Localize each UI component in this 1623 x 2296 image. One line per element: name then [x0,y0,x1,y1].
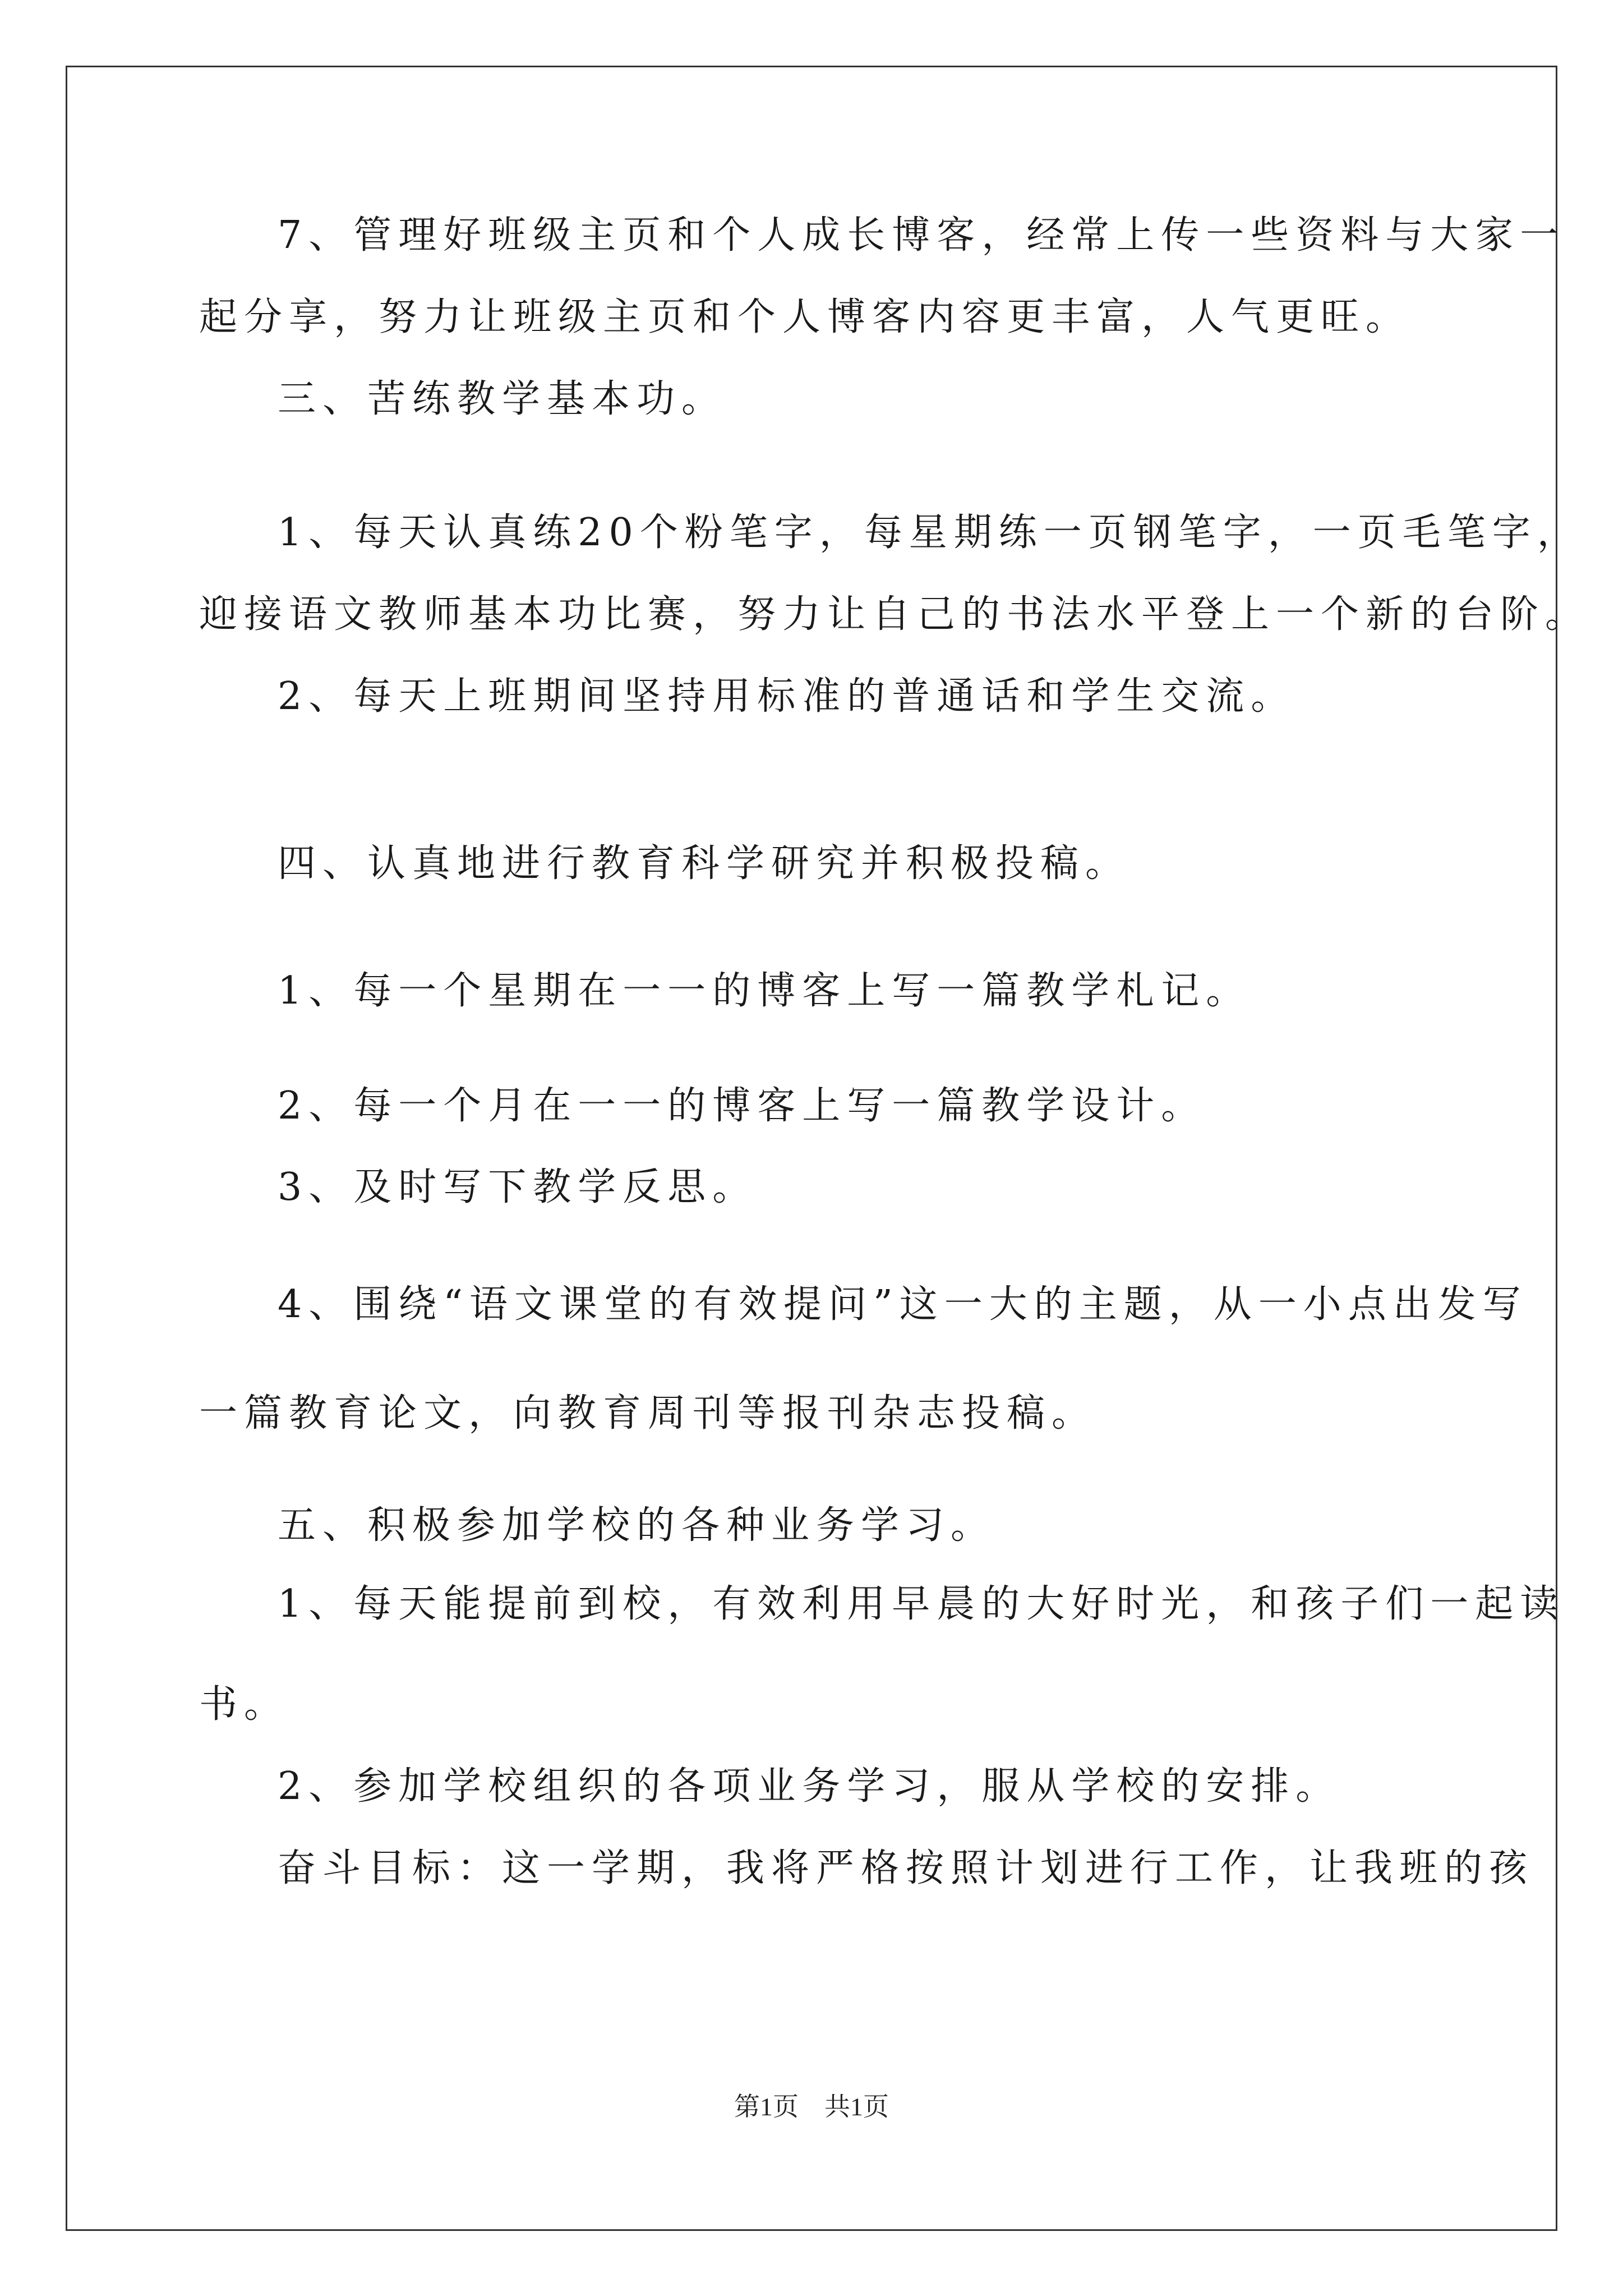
paragraph-line: 3、及时写下教学反思。 [278,1165,758,1209]
page-footer: 第1页 共1页 [734,2092,889,2121]
section-heading: 三、苦练教学基本功。 [278,377,727,421]
paragraph-line: 1、每天能提前到校，有效利用早晨的大好时光，和孩子们一起读 [278,1582,1565,1626]
paragraph-line: 2、每一个月在一一的博客上写一篇教学设计。 [278,1084,1206,1128]
section-heading: 四、认真地进行教育科学研究并积极投稿。 [278,841,1131,886]
section-heading: 五、积极参加学校的各种业务学习。 [278,1503,996,1548]
paragraph-line: 2、参加学校组织的各项业务学习，服从学校的安排。 [278,1764,1341,1809]
paragraph-line: 起分享，努力让班级主页和个人博客内容更丰富，人气更旺。 [199,295,1411,339]
paragraph-line: 奋斗目标：这一学期，我将严格按照计划进行工作，让我班的孩 [278,1846,1534,1890]
paragraph-line: 7、管理好班级主页和个人成长博客，经常上传一些资料与大家一 [278,213,1565,257]
paragraph-line: 书。 [199,1682,289,1727]
paragraph-line: 1、每一个星期在一一的博客上写一篇教学札记。 [278,969,1251,1013]
paragraph-line: 一篇教育论文，向教育周刊等报刊杂志投稿。 [199,1391,1097,1435]
paragraph-line: 迎接语文教师基本功比赛，努力让自己的书法水平登上一个新的台阶。 [199,592,1590,637]
paragraph-line: 4、围绕“语文课堂的有效提问”这一大的主题，从一小点出发写 [278,1282,1528,1327]
paragraph-line: 2、每天上班期间坚持用标准的普通话和学生交流。 [278,674,1296,719]
paragraph-line: 1、每天认真练20个粉笔字，每星期练一页钢笔字，一页毛笔字， [278,510,1582,555]
